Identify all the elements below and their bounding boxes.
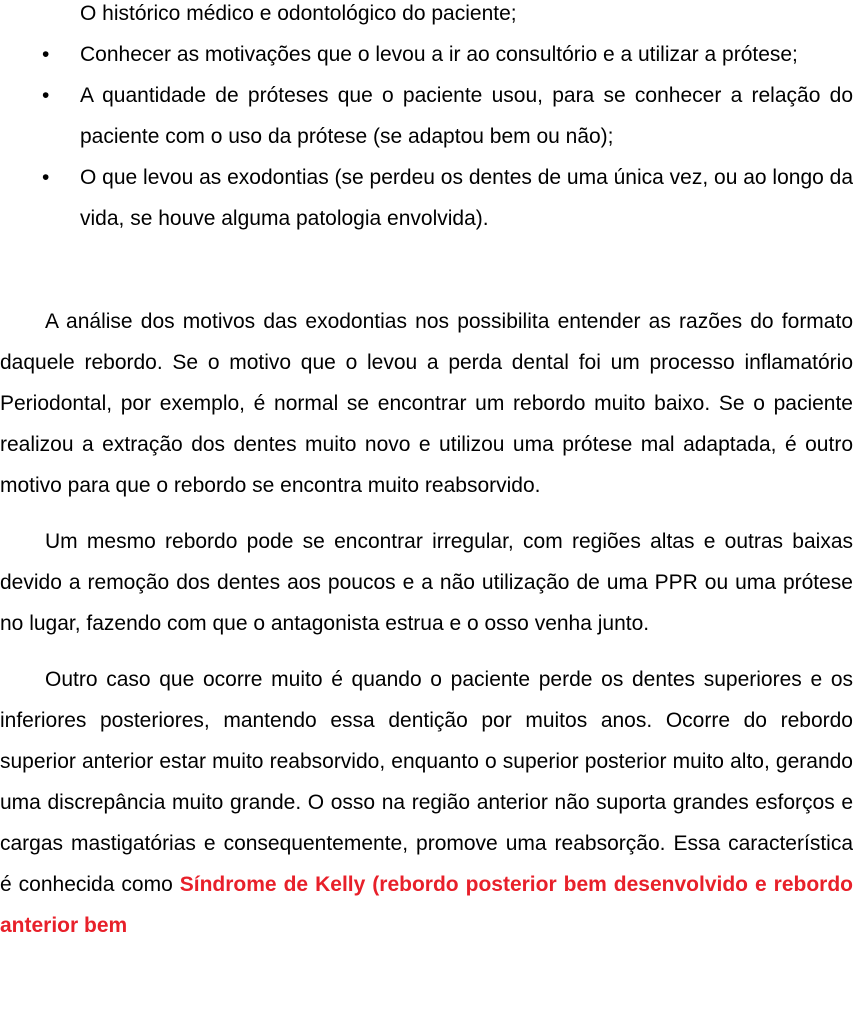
paragraph-text: Um mesmo rebordo pode se encontrar irregular, com regiões altas e outras baixas devido a remoção dos dentes aos poucos e a não utilização de uma PPR ou uma prótese no lugar, fazendo com que o antagonista estrua e o osso venha junto. [0,530,853,635]
bullet-list [0,0,853,239]
bullet-marker: • [42,43,50,66]
bullet-text: O histórico médico e odontológico do paciente; [80,2,517,25]
paragraph-irregular-ridge [0,521,853,644]
body-text [0,301,853,961]
paragraph-text: Outro caso que ocorre muito é quando o paciente perde os dentes superiores e os inferiores posteriores, mantendo essa dentição por muitos anos. Ocorre do rebordo superior anterior estar muito reabsorvido, enquanto o superior posterior muito alto, gerando uma discrepância muito grande. O osso na região anterior não suporta grandes esforços e cargas mastigatórias e consequentemente, promove uma reabsorção. Essa característica é conhecida como [0,668,853,896]
paragraph-kelly-syndrome [0,659,853,946]
bullet-marker: • [42,84,50,107]
bullet-text: Conhecer as motivações que o levou a ir ao consultório e a utilizar a prótese; [80,43,798,66]
kelly-syndrome-highlight: Síndrome de Kelly (rebordo posterior bem desenvolvido e rebordo anterior bem [0,873,853,937]
paragraph-text: A análise dos motivos das exodontias nos possibilita entender as razões do formato daquele rebordo. Se o motivo que o levou a perda dental foi um processo inflamatório Periodontal, por exemplo, é normal se encontrar um rebordo muito baixo. Se o paciente realizou a extração dos dentes muito novo e utilizou uma prótese mal adaptada, é outro motivo para que o rebordo se encontra muito reabsorvido. [0,310,853,497]
bullet-item [0,75,853,157]
bullet-text: O que levou as exodontias (se perdeu os dentes de uma única vez, ou ao longo da vida, se houve alguma patologia envolvida). [80,166,853,230]
bullet-text: A quantidade de próteses que o paciente usou, para se conhecer a relação do paciente com o uso da prótese (se adaptou bem ou não); [80,84,853,148]
bullet-item [0,0,853,34]
bullet-item [0,157,853,239]
bullet-marker: • [42,166,50,189]
paragraph-exodontia-analysis [0,301,853,506]
bullet-item [0,34,853,75]
